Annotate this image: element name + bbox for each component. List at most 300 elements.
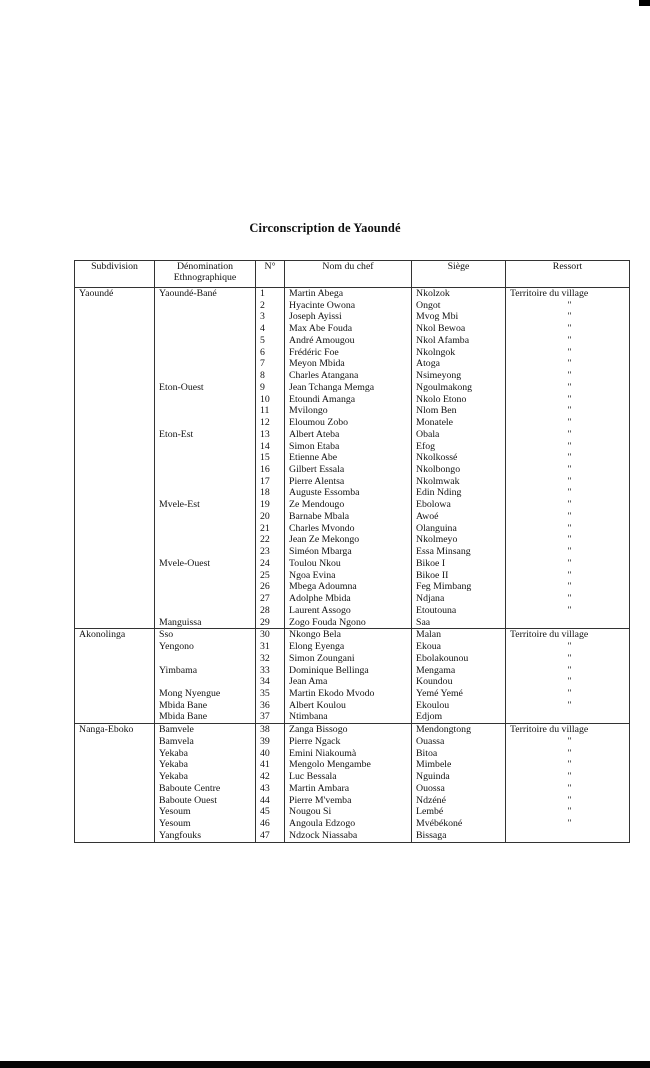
subdivision-cell	[75, 558, 155, 570]
denomination-cell: Manguissa	[155, 617, 256, 629]
table-row	[75, 711, 630, 723]
table-row	[75, 700, 630, 712]
table-row	[75, 335, 630, 347]
jurisdiction-cell: "	[506, 452, 630, 464]
denomination-cell	[155, 487, 256, 499]
seat-cell: Ebolowa	[412, 499, 506, 511]
chief-name-cell: Martin Ekodo Mvodo	[285, 688, 412, 700]
subdivision-cell	[75, 487, 155, 499]
jurisdiction-cell: "	[506, 593, 630, 605]
jurisdiction-cell: "	[506, 300, 630, 312]
subdivision-cell	[75, 748, 155, 760]
scan-corner-mark	[639, 0, 650, 6]
subdivision-cell	[75, 617, 155, 629]
subdivision-cell: Akonolinga	[75, 629, 155, 641]
table-row	[75, 382, 630, 394]
table-row	[75, 558, 630, 570]
subdivision-cell	[75, 570, 155, 582]
scan-bottom-edge	[0, 1061, 650, 1068]
chief-name-cell: Ze Mendougo	[285, 499, 412, 511]
subdivision-cell	[75, 736, 155, 748]
seat-cell: Ndzéné	[412, 795, 506, 807]
denomination-cell: Yekaba	[155, 771, 256, 783]
table-row	[75, 581, 630, 593]
number-cell: 41	[256, 759, 285, 771]
jurisdiction-cell: "	[506, 795, 630, 807]
seat-cell: Ekoua	[412, 641, 506, 653]
subdivision-cell	[75, 676, 155, 688]
table-row	[75, 358, 630, 370]
jurisdiction-cell: "	[506, 736, 630, 748]
denomination-cell: Mbida Bane	[155, 711, 256, 723]
chief-name-cell: Mvilongo	[285, 405, 412, 417]
number-cell: 8	[256, 370, 285, 382]
subdivision-cell	[75, 830, 155, 842]
number-cell: 29	[256, 617, 285, 629]
table-row	[75, 653, 630, 665]
subdivision-cell	[75, 795, 155, 807]
chief-name-cell: Elong Eyenga	[285, 641, 412, 653]
denomination-cell	[155, 347, 256, 359]
chief-name-cell: Joseph Ayissi	[285, 311, 412, 323]
number-cell: 16	[256, 464, 285, 476]
subdivision-cell	[75, 771, 155, 783]
seat-cell: Bissaga	[412, 830, 506, 842]
chief-name-cell: Auguste Essomba	[285, 487, 412, 499]
jurisdiction-cell: "	[506, 523, 630, 535]
seat-cell: Ngoulmakong	[412, 382, 506, 394]
subdivision-cell	[75, 511, 155, 523]
denomination-cell	[155, 476, 256, 488]
denomination-cell	[155, 323, 256, 335]
chief-name-cell: Eloumou Zobo	[285, 417, 412, 429]
chief-name-cell: Pierre Ngack	[285, 736, 412, 748]
header-subdivision: Subdivision	[75, 261, 155, 288]
seat-cell: Mengama	[412, 665, 506, 677]
chief-name-cell: Ntimbana	[285, 711, 412, 723]
seat-cell: Nkolmwak	[412, 476, 506, 488]
subdivision-cell	[75, 665, 155, 677]
denomination-cell: Sso	[155, 629, 256, 641]
denomination-cell: Mbida Bane	[155, 700, 256, 712]
jurisdiction-cell: Territoire du village	[506, 288, 630, 300]
subdivision-cell	[75, 382, 155, 394]
table-row	[75, 795, 630, 807]
chief-name-cell: Luc Bessala	[285, 771, 412, 783]
subdivision-cell	[75, 700, 155, 712]
subdivision-cell	[75, 323, 155, 335]
chief-name-cell: Meyon Mbida	[285, 358, 412, 370]
seat-cell: Nkolkossé	[412, 452, 506, 464]
denomination-cell: Yesoum	[155, 806, 256, 818]
chief-name-cell: Ngoa Evina	[285, 570, 412, 582]
subdivision-cell	[75, 818, 155, 830]
jurisdiction-cell: "	[506, 335, 630, 347]
subdivision-cell	[75, 476, 155, 488]
chief-name-cell: Adolphe Mbida	[285, 593, 412, 605]
chief-name-cell: Nkongo Bela	[285, 629, 412, 641]
chief-name-cell: Mengolo Mengambe	[285, 759, 412, 771]
seat-cell: Nguinda	[412, 771, 506, 783]
chief-name-cell: Martin Abega	[285, 288, 412, 300]
table-row	[75, 629, 630, 641]
jurisdiction-cell: "	[506, 417, 630, 429]
subdivision-cell	[75, 417, 155, 429]
header-siege: Siège	[412, 261, 506, 288]
seat-cell: Mimbele	[412, 759, 506, 771]
seat-cell: Mvébékoné	[412, 818, 506, 830]
seat-cell: Ekoulou	[412, 700, 506, 712]
subdivision-cell	[75, 581, 155, 593]
table-row	[75, 676, 630, 688]
table-row	[75, 617, 630, 629]
number-cell: 11	[256, 405, 285, 417]
table-row	[75, 417, 630, 429]
subdivision-cell	[75, 641, 155, 653]
number-cell: 9	[256, 382, 285, 394]
table-row	[75, 570, 630, 582]
number-cell: 18	[256, 487, 285, 499]
seat-cell: Monatele	[412, 417, 506, 429]
seat-cell: Awoé	[412, 511, 506, 523]
seat-cell: Nsimeyong	[412, 370, 506, 382]
jurisdiction-cell: "	[506, 323, 630, 335]
table-row	[75, 487, 630, 499]
number-cell: 43	[256, 783, 285, 795]
table-row	[75, 806, 630, 818]
table-row	[75, 323, 630, 335]
denomination-cell: Eton-Ouest	[155, 382, 256, 394]
number-cell: 19	[256, 499, 285, 511]
denomination-cell	[155, 300, 256, 312]
denomination-cell	[155, 335, 256, 347]
table-row	[75, 771, 630, 783]
table-row	[75, 476, 630, 488]
number-cell: 3	[256, 311, 285, 323]
chief-name-cell: Jean Ze Mekongo	[285, 534, 412, 546]
seat-cell: Ndjana	[412, 593, 506, 605]
chief-name-cell: Laurent Assogo	[285, 605, 412, 617]
jurisdiction-cell: "	[506, 546, 630, 558]
subdivision-cell: Nanga-Eboko	[75, 724, 155, 736]
subdivision-cell	[75, 335, 155, 347]
denomination-cell: Yengono	[155, 641, 256, 653]
table-row	[75, 300, 630, 312]
table-row	[75, 523, 630, 535]
table-row	[75, 499, 630, 511]
number-cell: 12	[256, 417, 285, 429]
denomination-cell: Yesoum	[155, 818, 256, 830]
table-row	[75, 665, 630, 677]
header-denomination: Dénomination Ethnographique	[155, 261, 256, 288]
jurisdiction-cell: "	[506, 676, 630, 688]
number-cell: 30	[256, 629, 285, 641]
chief-name-cell: Martin Ambara	[285, 783, 412, 795]
seat-cell: Obala	[412, 429, 506, 441]
subdivision-cell	[75, 358, 155, 370]
table-row	[75, 759, 630, 771]
chief-name-cell: Toulou Nkou	[285, 558, 412, 570]
table-row	[75, 441, 630, 453]
denomination-cell: Mong Nyengue	[155, 688, 256, 700]
jurisdiction-cell: "	[506, 653, 630, 665]
seat-cell: Nlom Ben	[412, 405, 506, 417]
table-row	[75, 394, 630, 406]
table-row	[75, 546, 630, 558]
table-row	[75, 688, 630, 700]
chief-name-cell: Jean Ama	[285, 676, 412, 688]
number-cell: 22	[256, 534, 285, 546]
number-cell: 24	[256, 558, 285, 570]
denomination-cell: Yimbama	[155, 665, 256, 677]
table-row	[75, 534, 630, 546]
chief-name-cell: Jean Tchanga Memga	[285, 382, 412, 394]
seat-cell: Mvog Mbi	[412, 311, 506, 323]
denomination-cell	[155, 394, 256, 406]
number-cell: 26	[256, 581, 285, 593]
table-row	[75, 370, 630, 382]
denomination-cell	[155, 358, 256, 370]
jurisdiction-cell: "	[506, 382, 630, 394]
jurisdiction-cell: "	[506, 688, 630, 700]
subdivision-cell	[75, 783, 155, 795]
number-cell: 10	[256, 394, 285, 406]
number-cell: 36	[256, 700, 285, 712]
jurisdiction-cell: "	[506, 605, 630, 617]
chief-name-cell: Mbega Adoumna	[285, 581, 412, 593]
seat-cell: Bikoe I	[412, 558, 506, 570]
denomination-cell	[155, 581, 256, 593]
table-body	[75, 288, 630, 843]
seat-cell: Koundou	[412, 676, 506, 688]
number-cell: 34	[256, 676, 285, 688]
number-cell: 27	[256, 593, 285, 605]
number-cell: 35	[256, 688, 285, 700]
header-nom: Nom du chef	[285, 261, 412, 288]
chief-name-cell: Etienne Abe	[285, 452, 412, 464]
number-cell: 1	[256, 288, 285, 300]
number-cell: 32	[256, 653, 285, 665]
chief-name-cell: André Amougou	[285, 335, 412, 347]
jurisdiction-cell: "	[506, 581, 630, 593]
chief-name-cell: Pierre Alentsa	[285, 476, 412, 488]
header-ressort: Ressort	[506, 261, 630, 288]
seat-cell: Nkolzok	[412, 288, 506, 300]
denomination-cell: Mvele-Est	[155, 499, 256, 511]
seat-cell: Nkol Afamba	[412, 335, 506, 347]
seat-cell: Nkolmeyo	[412, 534, 506, 546]
chief-name-cell: Ndzock Niassaba	[285, 830, 412, 842]
number-cell: 13	[256, 429, 285, 441]
table-row	[75, 605, 630, 617]
number-cell: 31	[256, 641, 285, 653]
jurisdiction-cell	[506, 830, 630, 842]
denomination-cell	[155, 405, 256, 417]
seat-cell: Feg Mimbang	[412, 581, 506, 593]
chief-name-cell: Emini Niakoumà	[285, 748, 412, 760]
number-cell: 14	[256, 441, 285, 453]
subdivision-cell	[75, 593, 155, 605]
number-cell: 17	[256, 476, 285, 488]
table-row	[75, 748, 630, 760]
jurisdiction-cell: "	[506, 499, 630, 511]
chief-name-cell: Gilbert Essala	[285, 464, 412, 476]
denomination-cell	[155, 452, 256, 464]
denomination-cell: Bamvele	[155, 724, 256, 736]
number-cell: 46	[256, 818, 285, 830]
seat-cell: Ebolakounou	[412, 653, 506, 665]
jurisdiction-cell: "	[506, 511, 630, 523]
seat-cell: Edjom	[412, 711, 506, 723]
subdivision-cell	[75, 441, 155, 453]
subdivision-cell	[75, 759, 155, 771]
number-cell: 6	[256, 347, 285, 359]
jurisdiction-cell: "	[506, 641, 630, 653]
jurisdiction-cell: "	[506, 759, 630, 771]
number-cell: 25	[256, 570, 285, 582]
jurisdiction-cell: "	[506, 441, 630, 453]
subdivision-cell	[75, 711, 155, 723]
number-cell: 15	[256, 452, 285, 464]
table-row	[75, 736, 630, 748]
denomination-cell	[155, 605, 256, 617]
jurisdiction-cell: "	[506, 405, 630, 417]
chief-name-cell: Pierre M'vemba	[285, 795, 412, 807]
number-cell: 37	[256, 711, 285, 723]
subdivision-cell	[75, 534, 155, 546]
chief-name-cell: Nougou Si	[285, 806, 412, 818]
number-cell: 42	[256, 771, 285, 783]
jurisdiction-cell: "	[506, 806, 630, 818]
seat-cell: Ongot	[412, 300, 506, 312]
jurisdiction-cell: Territoire du village	[506, 724, 630, 736]
seat-cell: Olanguina	[412, 523, 506, 535]
jurisdiction-cell: "	[506, 783, 630, 795]
seat-cell: Mendongtong	[412, 724, 506, 736]
denomination-cell	[155, 441, 256, 453]
table-row	[75, 288, 630, 300]
subdivision-cell	[75, 347, 155, 359]
denomination-cell	[155, 653, 256, 665]
subdivision-cell	[75, 605, 155, 617]
table-row	[75, 311, 630, 323]
denomination-cell	[155, 676, 256, 688]
seat-cell: Nkolo Etono	[412, 394, 506, 406]
table-row	[75, 783, 630, 795]
jurisdiction-cell: "	[506, 771, 630, 783]
subdivision-cell	[75, 311, 155, 323]
subdivision-cell	[75, 452, 155, 464]
denomination-cell	[155, 570, 256, 582]
subdivision-cell: Yaoundé	[75, 288, 155, 300]
seat-cell: Atoga	[412, 358, 506, 370]
chief-name-cell: Siméon Mbarga	[285, 546, 412, 558]
subdivision-cell	[75, 806, 155, 818]
table-row	[75, 464, 630, 476]
denomination-cell: Yangfouks	[155, 830, 256, 842]
seat-cell: Nkolbongo	[412, 464, 506, 476]
subdivision-cell	[75, 688, 155, 700]
number-cell: 44	[256, 795, 285, 807]
number-cell: 20	[256, 511, 285, 523]
denomination-cell	[155, 546, 256, 558]
seat-cell: Lembé	[412, 806, 506, 818]
denomination-cell: Bamvela	[155, 736, 256, 748]
number-cell: 7	[256, 358, 285, 370]
chief-name-cell: Dominique Bellinga	[285, 665, 412, 677]
table-row	[75, 641, 630, 653]
subdivision-cell	[75, 546, 155, 558]
chief-name-cell: Zanga Bissogo	[285, 724, 412, 736]
number-cell: 4	[256, 323, 285, 335]
number-cell: 45	[256, 806, 285, 818]
chief-name-cell: Angoula Edzogo	[285, 818, 412, 830]
table-row	[75, 724, 630, 736]
denomination-cell	[155, 593, 256, 605]
jurisdiction-cell: "	[506, 347, 630, 359]
chief-name-cell: Simon Etaba	[285, 441, 412, 453]
jurisdiction-cell: "	[506, 534, 630, 546]
table-row	[75, 429, 630, 441]
number-cell: 2	[256, 300, 285, 312]
chief-name-cell: Frédéric Foe	[285, 347, 412, 359]
table-row	[75, 452, 630, 464]
seat-cell: Saa	[412, 617, 506, 629]
number-cell: 38	[256, 724, 285, 736]
seat-cell: Etoutouna	[412, 605, 506, 617]
table-row	[75, 830, 630, 842]
denomination-cell	[155, 511, 256, 523]
jurisdiction-cell: "	[506, 358, 630, 370]
table-row	[75, 405, 630, 417]
denomination-cell: Baboute Centre	[155, 783, 256, 795]
chief-name-cell: Etoundi Amanga	[285, 394, 412, 406]
number-cell: 21	[256, 523, 285, 535]
page-title: Circonscription de Yaoundé	[249, 221, 401, 235]
seat-cell: Ouassa	[412, 736, 506, 748]
chief-name-cell: Zogo Fouda Ngono	[285, 617, 412, 629]
denomination-cell	[155, 311, 256, 323]
number-cell: 23	[256, 546, 285, 558]
subdivision-cell	[75, 429, 155, 441]
jurisdiction-cell: "	[506, 700, 630, 712]
denomination-cell	[155, 370, 256, 382]
header-numero: N°	[256, 261, 285, 288]
chief-name-cell: Albert Koulou	[285, 700, 412, 712]
jurisdiction-cell: "	[506, 487, 630, 499]
chief-name-cell: Charles Atangana	[285, 370, 412, 382]
subdivision-cell	[75, 370, 155, 382]
table-row	[75, 818, 630, 830]
seat-cell: Essa Minsang	[412, 546, 506, 558]
chief-name-cell: Simon Zoungani	[285, 653, 412, 665]
jurisdiction-cell: "	[506, 370, 630, 382]
chief-name-cell: Albert Ateba	[285, 429, 412, 441]
table-header-row	[75, 261, 630, 288]
chief-name-cell: Hyacinte Owona	[285, 300, 412, 312]
denomination-cell: Mvele-Ouest	[155, 558, 256, 570]
seat-cell: Nkolngok	[412, 347, 506, 359]
seat-cell: Edin Nding	[412, 487, 506, 499]
jurisdiction-cell: "	[506, 311, 630, 323]
seat-cell: Nkol Bewoa	[412, 323, 506, 335]
seat-cell: Yemé Yemé	[412, 688, 506, 700]
subdivision-cell	[75, 499, 155, 511]
jurisdiction-cell	[506, 711, 630, 723]
seat-cell: Bitoa	[412, 748, 506, 760]
seat-cell: Malan	[412, 629, 506, 641]
denomination-cell	[155, 417, 256, 429]
